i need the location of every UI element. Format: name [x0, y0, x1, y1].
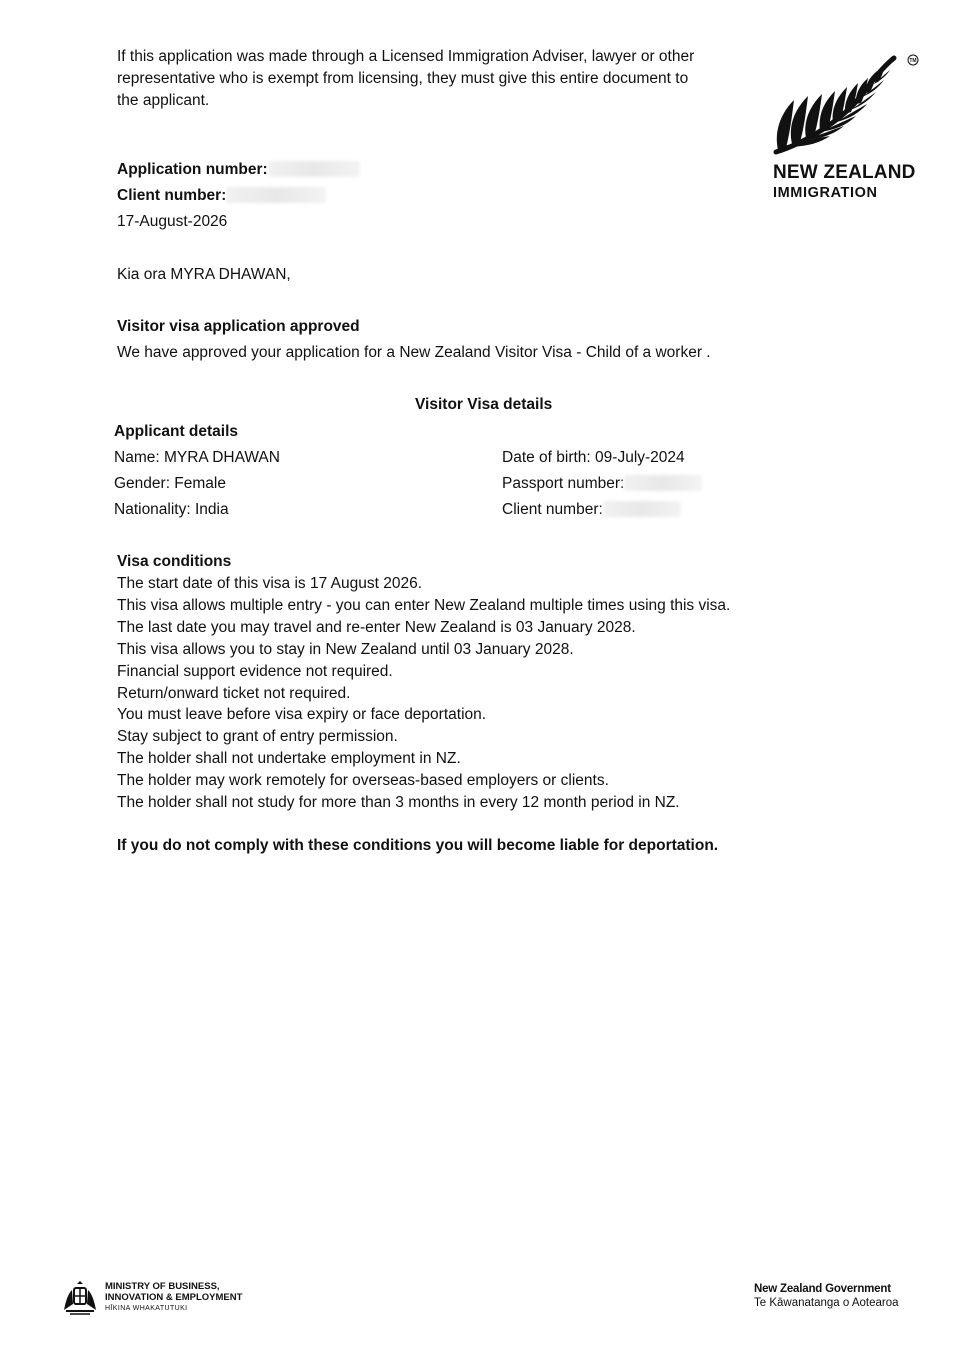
condition-item: Stay subject to grant of entry permission. [117, 728, 398, 746]
logo-title: NEW ZEALAND [773, 162, 916, 183]
redacted-passport-number [624, 475, 702, 491]
condition-item: The holder shall not undertake employment in NZ. [117, 750, 461, 768]
nz-government-title: New Zealand Government [754, 1283, 891, 1295]
details-client-number [502, 499, 681, 521]
intro-line: If this application was made through a Licensed Immigration Adviser, lawyer or other [117, 48, 695, 65]
applicant-gender: Gender: Female [114, 475, 226, 492]
application-number-label: Application number: [117, 161, 268, 178]
applicant-dob: Date of birth: 09-July-2024 [502, 449, 685, 466]
applicant-details-heading: Applicant details [114, 423, 239, 440]
passport-number [502, 473, 702, 495]
nz-immigration-logo [772, 52, 922, 167]
applicant-nationality: Nationality: India [114, 501, 229, 518]
redacted-application-number [268, 161, 360, 177]
mbie-line-1: MINISTRY OF BUSINESS, [105, 1281, 220, 1292]
coat-of-arms-icon [60, 1280, 100, 1316]
passport-number-label: Passport number: [502, 475, 625, 492]
mbie-wordmark [105, 1281, 242, 1314]
decision-heading: Visitor visa application approved [117, 318, 360, 335]
condition-item: This visa allows multiple entry - you can enter New Zealand multiple times using this visa. [117, 596, 731, 614]
condition-item: The holder shall not study for more than 3 months in every 12 month period in NZ. [117, 794, 680, 812]
redacted-details-client-number [603, 501, 681, 517]
condition-item: This visa allows you to stay in New Zealand until 03 January 2028. [117, 640, 574, 658]
details-title: Visitor Visa details [415, 396, 553, 413]
condition-item: The last date you may travel and re-enter New Zealand is 03 January 2028. [117, 618, 636, 636]
intro-paragraph [117, 46, 757, 112]
details-client-number-label: Client number: [502, 501, 603, 518]
intro-line: representative who is exempt from licensing, they must give this entire document to [117, 70, 689, 87]
condition-item: Return/onward ticket not required. [117, 684, 351, 702]
deportation-warning: If you do not comply with these conditions you will become liable for deportation. [117, 837, 719, 854]
silver-fern-icon [772, 52, 922, 162]
mbie-line-3: HĪKINA WHAKATUTUKI [105, 1305, 188, 1312]
intro-line: the applicant. [117, 92, 210, 109]
application-number [117, 159, 360, 181]
client-number [117, 185, 326, 207]
condition-item: You must leave before visa expiry or face deportation. [117, 706, 487, 724]
logo-subtitle: IMMIGRATION [773, 185, 878, 201]
nz-government-subtitle: Te Kāwanatanga o Aotearoa [754, 1297, 899, 1309]
applicant-name: Name: MYRA DHAWAN [114, 449, 280, 466]
condition-item: Financial support evidence not required. [117, 662, 393, 680]
redacted-client-number [226, 187, 326, 203]
trademark-mark: TM [909, 58, 917, 65]
decision-text: We have approved your application for a New Zealand Visitor Visa - Child of a worker . [117, 344, 711, 361]
client-number-label: Client number: [117, 187, 227, 204]
conditions-heading: Visa conditions [117, 553, 232, 570]
condition-item: The start date of this visa is 17 August 2026. [117, 575, 423, 592]
greeting: Kia ora MYRA DHAWAN, [117, 266, 291, 283]
mbie-line-2: INNOVATION & EMPLOYMENT [105, 1292, 243, 1303]
conditions-list [117, 573, 730, 814]
condition-item: The holder may work remotely for overseas-based employers or clients. [117, 772, 609, 790]
letter-date: 17-August-2026 [117, 213, 228, 230]
